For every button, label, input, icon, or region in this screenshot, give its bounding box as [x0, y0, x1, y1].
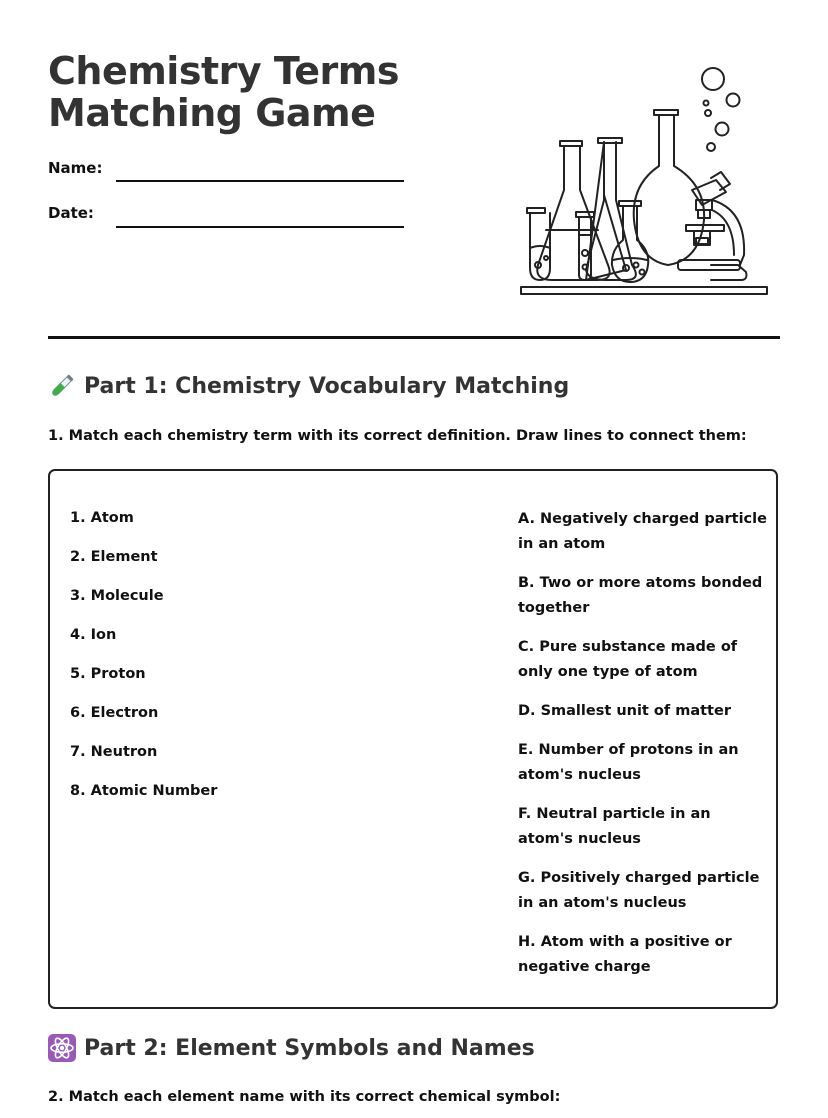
definitions-column: [518, 507, 768, 994]
term-item[interactable]: 2. Element: [70, 549, 158, 565]
part2-instruction: 2. Match each element name with its correct chemical symbol:: [48, 1089, 561, 1105]
definition-item[interactable]: C. Pure substance made of only one type of atom: [518, 639, 738, 680]
part2-heading: [48, 1034, 535, 1062]
term-item[interactable]: 8. Atomic Number: [70, 783, 218, 799]
definition-item[interactable]: A. Negatively charged particle in an atom: [518, 511, 767, 552]
definition-item[interactable]: E. Number of protons in an atom's nucleus: [518, 742, 739, 783]
title-line-1: Chemistry Terms: [48, 49, 399, 93]
atom-icon: [48, 1034, 76, 1062]
term-item[interactable]: 1. Atom: [70, 510, 134, 526]
terms-column: [70, 507, 430, 819]
part2-heading-text: Part 2: Element Symbols and Names: [84, 1035, 535, 1061]
definition-item[interactable]: H. Atom with a positive or negative charge: [518, 934, 732, 975]
date-line: [116, 226, 404, 228]
lab-glassware-illustration: [516, 60, 776, 305]
title-line-2: Matching Game: [48, 91, 376, 135]
term-item[interactable]: 5. Proton: [70, 666, 146, 682]
term-item[interactable]: 4. Ion: [70, 627, 117, 643]
part1-instruction: 1. Match each chemistry term with its correct definition. Draw lines to connect them:: [48, 428, 747, 444]
definition-item[interactable]: B. Two or more atoms bonded together: [518, 575, 763, 616]
term-item[interactable]: 3. Molecule: [70, 588, 164, 604]
name-label: Name:: [48, 159, 103, 177]
term-item[interactable]: 6. Electron: [70, 705, 159, 721]
section-divider: [48, 336, 780, 339]
part1-heading-text: Part 1: Chemistry Vocabulary Matching: [84, 373, 570, 399]
date-label: Date:: [48, 204, 94, 222]
test-tube-icon: [48, 372, 76, 400]
worksheet-title: [48, 50, 488, 134]
term-item[interactable]: 7. Neutron: [70, 744, 158, 760]
definition-item[interactable]: G. Positively charged particle in an atom's nucleus: [518, 870, 760, 911]
matching-box: [48, 469, 778, 1009]
definition-item[interactable]: F. Neutral particle in an atom's nucleus: [518, 806, 711, 847]
definition-item[interactable]: D. Smallest unit of matter: [518, 703, 731, 719]
part1-heading: [48, 372, 569, 400]
name-line: [116, 180, 404, 182]
